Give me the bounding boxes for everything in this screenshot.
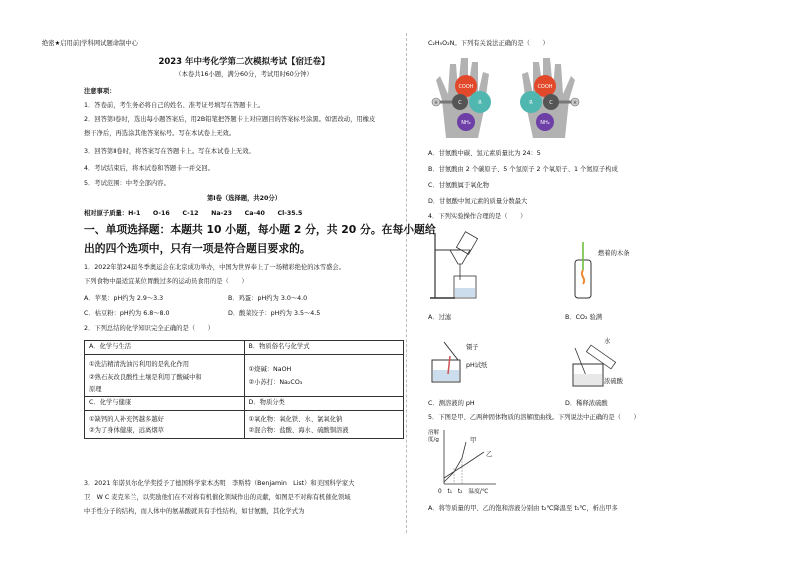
mol-label: C [458,100,462,106]
table-cell-line: 原理 [89,385,102,393]
secret-label: 绝密★启用前|学科网试题命制中心 [42,40,138,47]
q4-option-a: A．过滤 [428,314,452,321]
table-cell-d-head: D．物质分类 [244,397,404,411]
notes-heading: 注意事项： [84,88,116,95]
q3-stem: 中手性分子的结构，而人体中的氨基酸就具有手性结构，如甘氨酸，其化学式为 [84,508,305,515]
page-title: 2023 年中考化学第二次模拟考试【宿迁卷】 [158,57,330,67]
mol-label: COOH [537,84,553,90]
table-cell-c [85,410,245,438]
glycine-formula-line: C₂H₅O₂N。下列有关说法正确的是（ ） [428,40,549,47]
note-item: 擦干净后，再选涂其他答案标号。写在本试卷上无效。 [84,130,236,137]
filtration-figure [430,228,490,303]
q3-option-b: B．甘氨酸由 2 个碳原子、5 个氢原子 2 个氧原子、1 个氮原子构成 [428,166,618,173]
graph-xlabel: 0 t₁ t₂ 温度/℃ [438,489,489,495]
table-cell-c-head: C．化学与健康 [85,397,245,411]
graph-series-jia: 甲 [470,437,477,444]
chiral-molecule-figure [428,50,583,142]
column-divider [406,33,407,533]
q3-stem: 3．2021 年诺贝尔化学奖授予了德国科学家本杰明 李斯特（Benjamin List）和美国科学家大 [84,480,355,487]
table-cell-line: ①缺钙的人补充钙越多越好 [89,415,164,423]
q4-option-b: B．CO₂ 验满 [565,314,603,321]
q1-option-d: D．酸菜饺子：pH约为 3.5～4.5 [228,310,321,317]
q5-stem: 5．下图是甲、乙两种固体物质的溶解度曲线。下列说法中正确的是（ ） [428,414,640,421]
q1-stem: 下列食物中最适宜某位胃酸过多的运动员食用的是（ ） [84,278,248,285]
note-item: 2．回答第Ⅰ卷时，选出每小题答案后，用2B铅笔把答题卡上对应题目的答案标号涂黑。如需改动，用橡皮 [84,116,376,123]
table-cell-line: ②混合物：盐酸、海水、硫酸铜溶液 [248,427,349,434]
table-cell-a-head: A．化学与生活 [85,341,245,355]
q1-option-c: C．枯豆粉：pH约为 6.8～8.0 [84,310,170,317]
knowledge-table [84,340,404,439]
q3-option-c: C．甘氨酸属于氧化物 [428,182,490,189]
section-heading-line1: 一、单项选择题：本题共 10 小题，每小题 2 分，共 20 分。在每小题给 [84,223,436,236]
q3-option-a: A．甘氨酸中碳、氢元素质量比为 24：5 [428,150,541,157]
note-item: 5．考试范围：中考全部内容。 [84,180,170,187]
ph-paper-label: pH试纸 [466,362,488,369]
table-cell-line: ②小苏打：Na₂CO₃ [248,379,303,386]
mol-label: NH₂ [540,120,550,126]
table-cell-line: ①烧碱：NaOH [248,365,292,373]
mol-label: C [549,100,553,106]
mol-label: H [434,100,438,105]
mol-label: NH₂ [461,120,471,126]
conc-acid-label: 浓硫酸 [604,378,623,385]
graph-series-yi: 乙 [486,451,493,458]
q3-stem: 卫 W C 麦克米兰，以奖励他们在不对称有机催化领域作出的贡献，如图是不对称有机催化领域 [84,494,351,501]
co2-test-figure [565,240,605,300]
table-cell-line: ①洗洁精清洗油污利用的是乳化作用 [89,360,190,368]
section-heading-line2: 出的四个选项中，只有一项是符合题目要求的。 [84,242,311,255]
mol-label: COOH [458,84,474,90]
q1-option-b: B．鸡蛋：pH约为 3.0～4.0 [228,295,308,302]
part1-heading: 第Ⅰ卷（选择题，共20分） [206,195,282,202]
atomic-mass-line: 相对原子质量：H-1 O-16 C-12 Na-23 Ca-40 Cl-35.5 [84,210,303,217]
tweezer-label: 镊子 [466,344,479,351]
q1-option-a: A．苹果：pH约为 2.9～3.3 [84,295,164,302]
q4-option-d: D．稀释浓硫酸 [565,400,608,407]
q2-stem: 2．下列总结的化学知识完全正确的是（ ） [84,325,214,332]
q5-option-a: A．将等质量的甲、乙的饱和溶液分别由 t₂℃降温至 t₁℃，析出甲多 [428,505,618,512]
note-item: 1．答卷前，考生务必将自己的姓名、准考证号填写在答题卡上。 [84,102,265,109]
mol-label: H [573,100,577,105]
q3-option-d: D．甘氨酸中氮元素的质量分数最大 [428,198,528,205]
q1-stem: 1．2022年第24届冬季奥运会在北京成功举办，中国为世界奉上了一场精彩绝伦的冰雪盛会。 [84,264,346,271]
table-cell-line: ②熟石灰改良酸性土壤是利用了酸碱中和 [89,374,202,381]
table-cell-a [85,354,245,397]
burning-stick-label: 燃着的木条 [598,250,630,257]
dilution-figure [565,338,635,388]
q4-option-c: C．测溶液的 pH [428,400,475,407]
mol-label: R [529,100,533,106]
table-cell-line: ①氧化物：氧化铁、水、氯氧化钠 [248,415,343,423]
exam-subtitle: （本卷共16小题，满分60分，考试用时60分钟） [175,71,313,78]
table-cell-d [244,410,404,438]
mol-label: R [478,100,482,106]
table-cell-b [244,354,404,397]
table-cell-b-head: B．物质俗名与化学式 [244,341,404,355]
table-cell-line: ②为了身体健康，远离烟草 [89,427,164,434]
note-item: 4．考试结束后，将本试卷和答题卡一并交回。 [84,165,214,172]
water-label: 水 [604,338,611,345]
graph-ylabel: 溶解度/g [428,430,440,443]
note-item: 3．回答第Ⅱ卷时，将答案写在答题卡上。写在本试卷上无效。 [84,148,255,155]
q4-stem: 4．下列实验操作合理的是（ ） [428,213,527,220]
